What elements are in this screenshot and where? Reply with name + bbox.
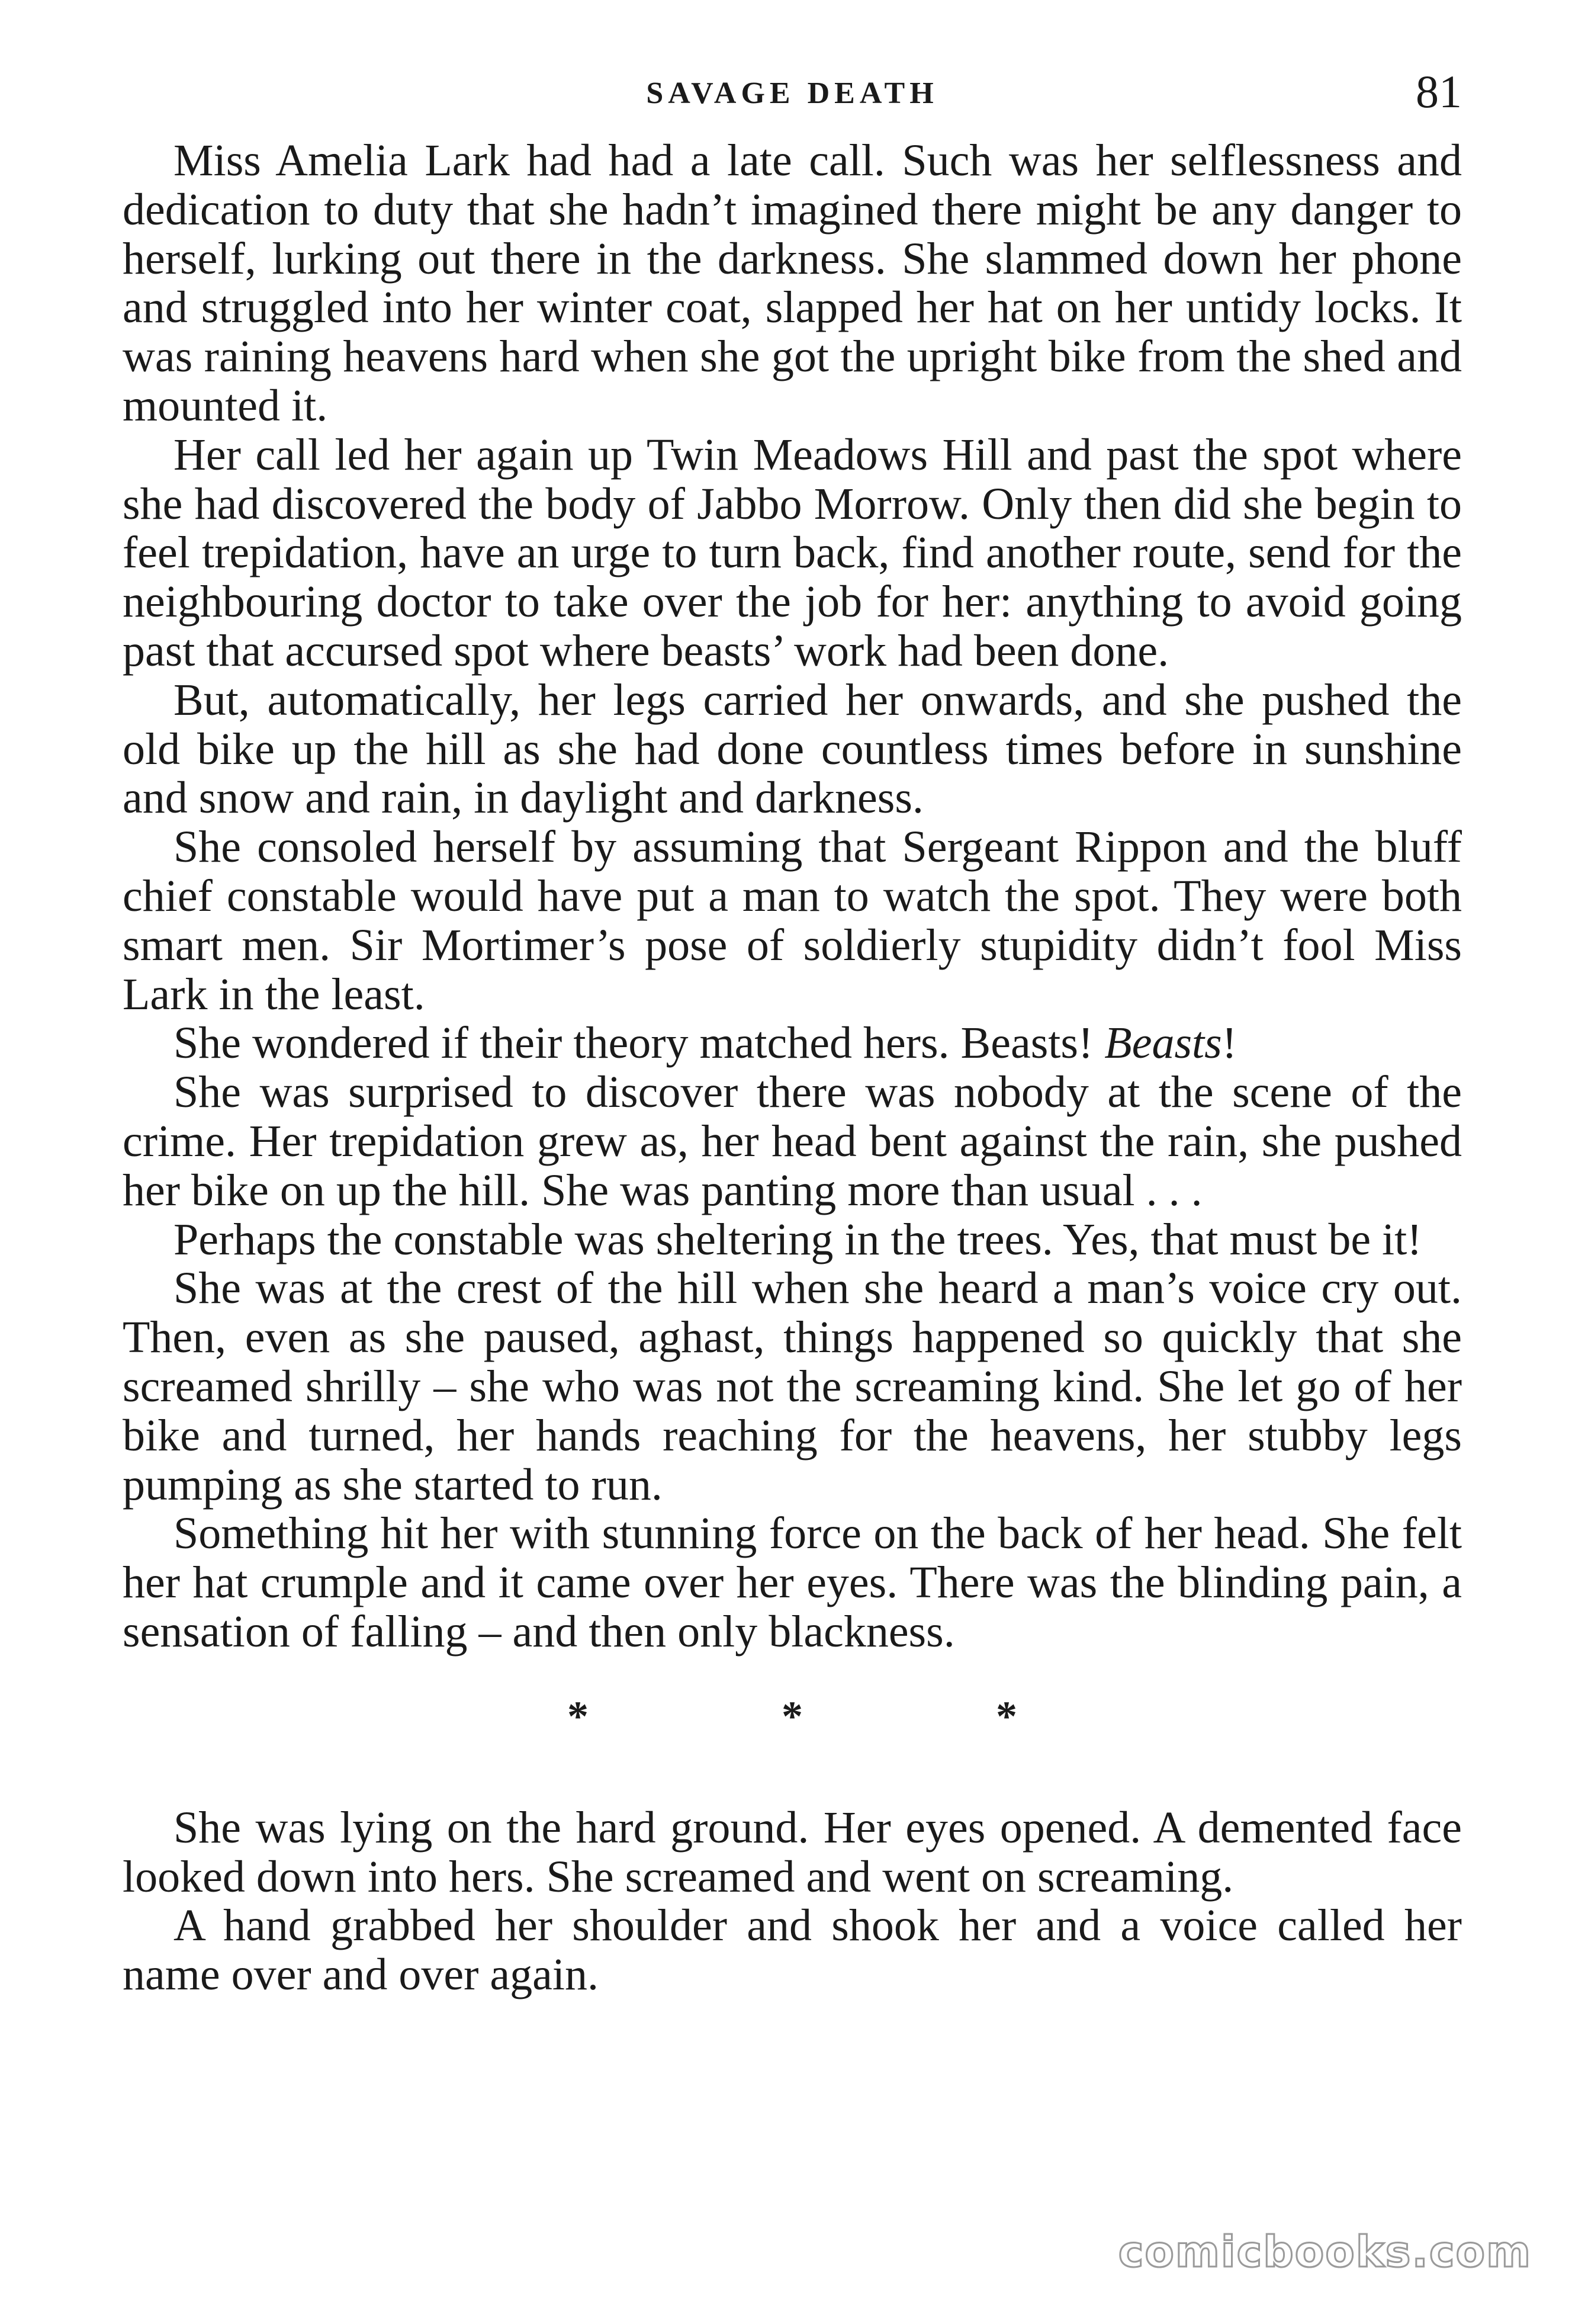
body-text [123,136,1462,1999]
section-break [123,1657,1462,1803]
paragraph: But, automatically, her legs carried her onwards, and she pushed the old bike up the hill as she had done countless times before in sunshine and snow and rain, in daylight and darkness. [123,675,1462,823]
asterisk: * [782,1692,803,1740]
asterisk: * [567,1692,589,1740]
paragraph: Perhaps the constable was sheltering in the trees. Yes, that must be it! [173,1214,1422,1264]
page-number: 81 [1416,66,1462,117]
paragraph: She was surprised to discover there was nobody at the scene of the crime. Her trepidation grew as, her head bent against the rain, she pushed her bike on up the hill. She was panting more than usual . . . [123,1067,1462,1215]
section-break-stars [123,1692,1462,1741]
paragraph-beasts [123,1019,1462,1068]
book-page [123,65,1462,2197]
paragraph: She was lying on the hard ground. Her eyes opened. A demented face looked down into hers. She screamed and went on screaming. [123,1802,1462,1902]
running-title: SAVAGE DEATH [646,76,938,110]
asterisk: * [996,1692,1017,1740]
watermark-logo: comicbooks.com [1118,2227,1532,2277]
paragraph-punctuation: ! [1221,1018,1237,1068]
paragraph: A hand grabbed her shoulder and shook her and a voice called her name over and over again. [123,1901,1462,2000]
paragraph: She consoled herself by assuming that Sergeant Rippon and the bluff chief constable would have put a man to watch the spot. They were both smart men. Sir Mortimer’s pose of soldierly stupidity didn’t fool Miss Lark in the least. [123,822,1462,1019]
paragraph-text: She wondered if their theory matched hers. Beasts! [173,1018,1105,1068]
emphasized-word: Beasts [1104,1018,1222,1068]
paragraph: She was at the crest of the hill when she heard a man’s voice cry out. Then, even as she paused, aghast, things happened so quickly that she screamed shrilly – she who was not the screaming kind. She let go of her bike and turned, her hands reaching for the heavens, her stubby legs pumping as she started to run. [123,1263,1462,1510]
running-head [123,65,1462,136]
paragraph: Miss Amelia Lark had had a late call. Such was her selflessness and dedication to duty that she hadn’t imagined there might be any danger to herself, lurking out there in the darkness. She slammed down her phone and struggled into her winter coat, slapped her hat on her untidy locks. It was raining heavens hard when she got the upright bike from the shed and mounted it. [123,136,1462,431]
paragraph: Something hit her with stunning force on the back of her head. She felt her hat crumple and it came over her eyes. There was the blinding pain, a sensation of falling – and then only blackness. [123,1508,1462,1657]
paragraph: Her call led her again up Twin Meadows Hill and past the spot where she had discovered the body of Jabbo Morrow. Only then did she begin to feel trepidation, have an urge to turn back, find another route, send for the neighbouring doctor to take over the job for her: anything to avoid going past that accursed spot where beasts’ work had been done. [123,429,1462,676]
